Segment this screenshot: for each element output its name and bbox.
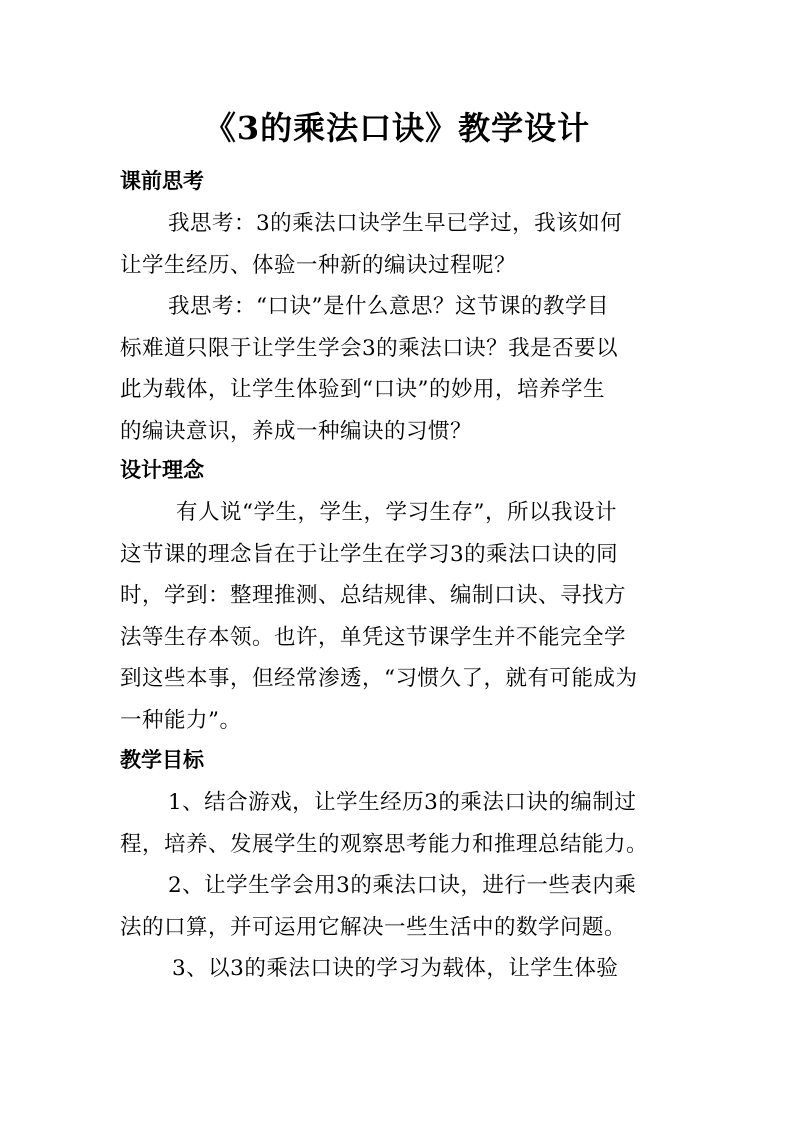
paragraph-objective-3 [120,948,680,990]
text-line: 3、以3的乘法口诀的学习为载体，让学生体验 [172,956,619,981]
section-heading-design-concept: 设计理念 [120,458,204,482]
text-line: 一种能力”。 [120,707,242,733]
paragraph-objective-1 [120,782,680,865]
section-heading-teaching-objectives: 教学目标 [120,748,204,772]
text-line: 此为载体，让学生体验到“口诀”的妙用，培养学生 [120,377,605,402]
text-line: 法等生存本领。也许，单凭这节课学生并不能完全学 [120,624,627,650]
text-line: 时，学到：整理推测、总结规律、编制口诀、寻找方 [120,583,627,608]
paragraph-design-concept [120,492,680,741]
paragraph-pre-lesson-2 [120,286,680,452]
paragraph-objective-2 [120,865,680,948]
text-line: 这节课的理念旨在于让学生在学习3的乘法口诀的同 [120,541,619,567]
text-line: 让学生经历、体验一种新的编诀过程呢？ [120,252,517,278]
text-line: 我思考：“口诀”是什么意思？这节课的教学目 [168,294,609,319]
text-line: 有人说“学生，学生，学习生存”，所以我设计 [176,500,617,525]
section-heading-pre-lesson-thoughts: 课前思考 [120,169,204,193]
text-line: 1、结合游戏，让学生经历3的乘法口诀的编制过 [168,790,637,815]
text-line: 标难道只限于让学生学会3的乘法口诀？我是否要以 [120,335,619,361]
document-title: 《3的乘法口诀》教学设计 [203,109,591,147]
text-line: 法的口算，并可运用它解决一些生活中的数学问题。 [120,914,627,940]
text-line: 程，培养、发展学生的观察思考能力和推理总结能力。 [120,831,649,857]
text-line: 我思考：3的乘法口诀学生早已学过，我该如何 [168,211,623,236]
text-line: 到这些本事，但经常渗透，“习惯久了，就有可能成为 [120,666,638,691]
text-line: 的编诀意识，养成一种编诀的习惯？ [120,418,473,444]
paragraph-pre-lesson-1 [120,203,680,286]
text-line: 2、让学生学会用3的乘法口诀，进行一些表内乘 [168,873,637,898]
